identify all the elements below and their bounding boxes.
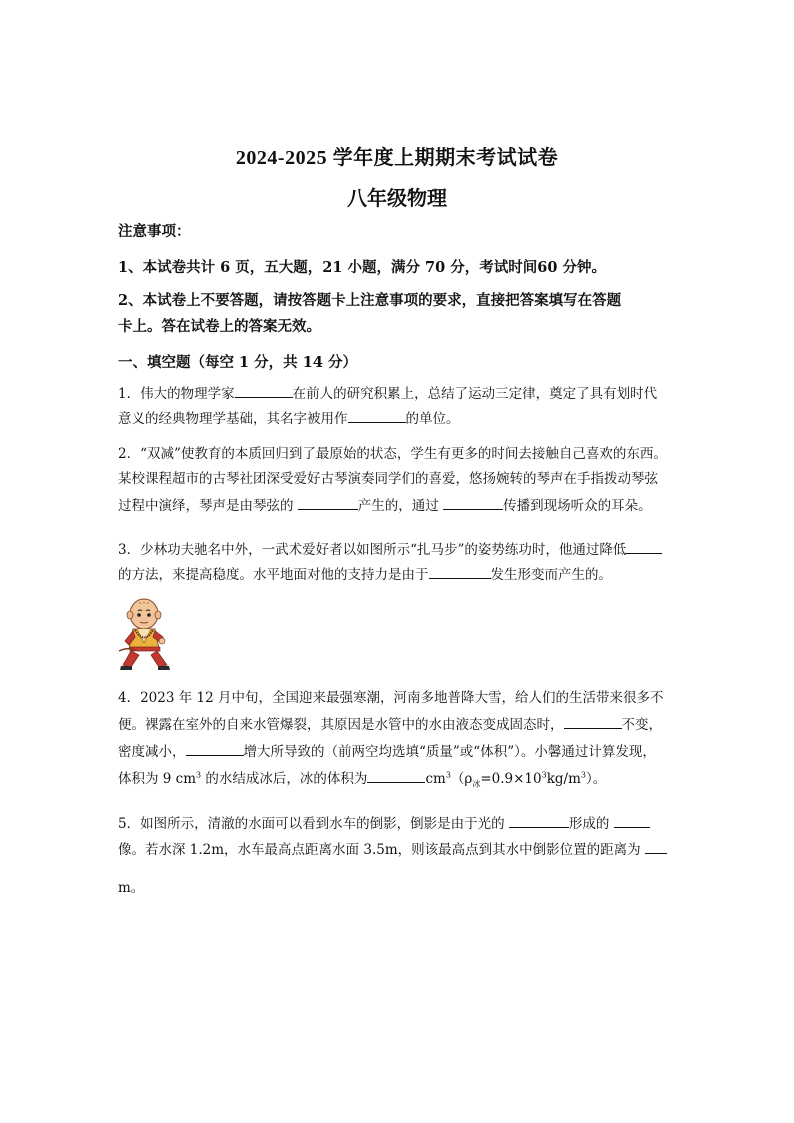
q5-text-b: 形成的: [568, 816, 614, 832]
exam-subject: 八年级物理: [347, 188, 447, 210]
q1-text-c: 意义的经典物理学基础，其名字被用作: [118, 411, 348, 427]
answer-blank: [429, 565, 491, 579]
question-5-line-2: [118, 838, 667, 858]
q4-text-j: kg/m: [546, 771, 581, 787]
answer-blank: [348, 409, 406, 423]
question-4-line-1: 4．2023 年 12 月中旬，全国迎来最强寒潮，河南多地普降大雪，给人们的生活带来很多不: [118, 690, 664, 706]
answer-blank: [626, 540, 662, 554]
superscript: 3: [541, 770, 547, 780]
answer-blank: [235, 384, 293, 398]
answer-blank: [645, 840, 667, 854]
answer-blank: [367, 769, 425, 783]
superscript: 3: [196, 770, 202, 780]
question-4-line-4: [118, 767, 606, 790]
q3-text-c: 发生形变而产生的。: [490, 567, 612, 583]
q4-text-b: 不变，: [621, 717, 662, 733]
q2-text-c: 传播到现场听众的耳朵。: [503, 498, 652, 514]
question-2-line-2: 某校课程超市的古琴社团深受爱好古琴演奏同学们的喜爱，悠扬婉转的琴声在手指拨动琴弦: [118, 471, 658, 487]
q4-text-h: （ρ: [450, 771, 473, 787]
q3-text-b: 的方法，来提高稳度。水平地面对他的支持力是由于: [118, 567, 429, 583]
question-2-line-3: [118, 494, 652, 514]
q4-text-f: 的水结成冰后，冰的体积为: [201, 771, 368, 787]
question-5-line-1: [118, 812, 650, 832]
answer-blank: [614, 814, 650, 828]
q1-text-a: 1．伟大的物理学家: [118, 386, 235, 402]
q3-text-a: 3．少林功夫驰名中外，一武术爱好者以如图所示“扎马步”的姿势练功时，他通过降低: [118, 542, 627, 558]
q1-text-d: 的单位。: [405, 411, 460, 427]
q4-text-g: cm: [425, 771, 446, 787]
question-3-line-1: [118, 538, 662, 558]
question-3-line-2: [118, 563, 612, 583]
answer-blank: [186, 742, 244, 756]
notice-item-2-line-1: 2、本试卷上不要答题，请按答题卡上注意事项的要求，直接把答案填写在答题: [118, 292, 622, 309]
question-4-line-3: [118, 740, 656, 760]
answer-blank: [509, 814, 569, 828]
answer-blank: [564, 715, 622, 729]
answer-blank: [298, 496, 358, 510]
q2-text-a: 过程中演绎，琴声是由琴弦的: [118, 498, 298, 514]
q4-text-d: 增大所导致的（前两空均选填“质量”或“体积”）。小馨通过计算发现，: [243, 744, 656, 760]
question-1-line-1: [118, 382, 657, 402]
kungfu-boy-figure: [117, 597, 175, 673]
question-1-line-2: [118, 407, 460, 427]
question-2-line-1: 2．“双减”使教育的本质回归到了最原始的状态，学生有更多的时间去接触自己喜欢的东西。: [118, 446, 667, 462]
q5-text-c: 像。若水深 1.2m，水车最高点距离水面 3.5m，则该最高点到其水中倒影位置的距离为: [118, 842, 645, 858]
q4-text-c: 密度减小，: [118, 744, 186, 760]
exam-title: 2024-2025 学年度上期期末考试试卷: [235, 147, 559, 169]
q4-text-a: 便。裸露在室外的自来水管爆裂，其原因是水管中的水由液态变成固态时，: [118, 717, 564, 733]
notice-item-2-line-2: 卡上。答在试卷上的答案无效。: [118, 318, 321, 335]
superscript: 3: [580, 770, 586, 780]
answer-blank: [443, 496, 503, 510]
q4-text-e: 体积为 9 cm: [118, 771, 197, 787]
q1-text-b: 在前人的研究积累上，总结了运动三定律，奠定了具有划时代: [292, 386, 658, 402]
question-4-line-2: [118, 713, 662, 733]
section-1-heading: 一、填空题（每空 1 分，共 14 分）: [118, 354, 357, 371]
question-5-line-3: m。: [118, 880, 145, 896]
notice-heading: 注意事项：: [118, 223, 191, 240]
q5-text-a: 5．如图所示，清澈的水面可以看到水车的倒影，倒影是由于光的: [118, 816, 509, 832]
notice-item-1: 1、本试卷共计 6 页，五大题，21 小题，满分 70 分，考试时间60 分钟。: [118, 259, 606, 276]
superscript: 3: [445, 770, 451, 780]
subscript: 冰: [472, 779, 481, 789]
q4-text-i: =0.9×10: [480, 771, 542, 787]
q2-text-b: 产生的，通过: [357, 498, 444, 514]
q4-text-k: ）。: [585, 771, 607, 787]
